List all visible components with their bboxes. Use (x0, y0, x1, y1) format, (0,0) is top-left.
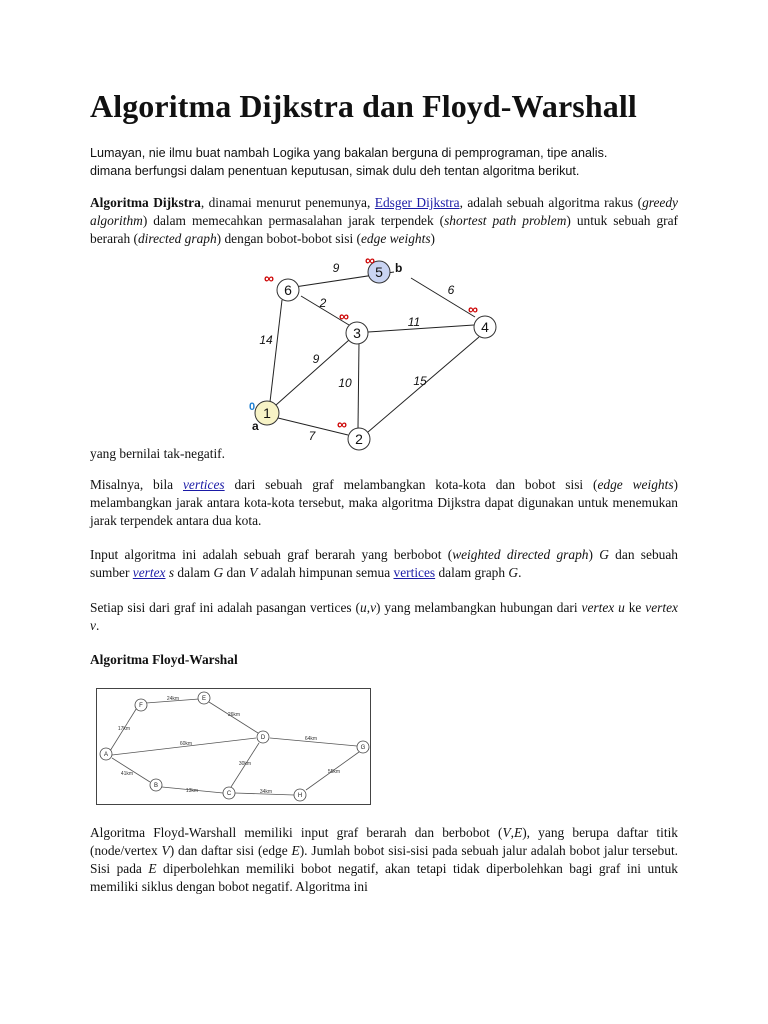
text: , (510, 825, 514, 840)
node-label: A (103, 752, 109, 758)
infinity-label: ∞ (468, 301, 478, 317)
dijkstra-heading: Algoritma Dijkstra (90, 195, 201, 210)
text: vertices (182, 477, 225, 492)
text: V (502, 825, 511, 840)
node-b-label: b (395, 261, 403, 275)
weight-label: 10 (338, 376, 352, 390)
text: dan sebuah sumber (90, 547, 678, 580)
node-label: 3 (353, 325, 361, 341)
weight-label: 2 (319, 296, 327, 310)
weight-label: 7 (308, 429, 316, 443)
weight-label: 13km (185, 788, 199, 794)
misalnya-paragraph (90, 476, 678, 530)
dijkstra-paragraph (90, 194, 678, 248)
vertices-link-2[interactable]: vertices (393, 565, 436, 580)
node-label: F (139, 703, 143, 709)
text: vertex u (581, 600, 625, 615)
text: dari sebuah graf melambangkan kota-kota dan bobot sisi ( (224, 477, 598, 492)
text: Algoritma Floyd-Warshall memiliki input graf berarah dan berbobot ( (90, 825, 503, 840)
vertex-link[interactable] (133, 565, 166, 580)
weight-label: 60km (179, 741, 193, 747)
tail-text: yang bernilai tak-negatif. (90, 446, 225, 461)
weight-label: 30km (238, 761, 252, 767)
weight-label: 64km (304, 736, 318, 742)
weight-label: 11 (407, 315, 421, 329)
weight-label: 15 (413, 374, 427, 388)
edge (358, 342, 359, 428)
weight-label: 9 (332, 261, 340, 275)
node-label: H (297, 793, 303, 799)
text: ), yang berupa daftar titik (node/vertex (90, 825, 678, 858)
text: dalam (174, 565, 214, 580)
zero-label: 0 (248, 401, 256, 413)
text: dan (223, 565, 250, 580)
weight-label: 17km (117, 726, 131, 732)
node-label: 2 (355, 431, 363, 447)
text: s (168, 565, 175, 580)
node-a-label: a (252, 419, 259, 433)
text: greedy algorithm (90, 195, 678, 228)
text: u (360, 600, 367, 615)
edge (276, 340, 349, 405)
text: adalah himpunan semua (257, 565, 394, 580)
node-label: G (360, 745, 366, 751)
weight-label: 24km (166, 696, 180, 702)
floyd-heading: Algoritma Floyd-Warshal (90, 652, 238, 667)
text: ) dengan bobot-bobot sisi ( (216, 231, 361, 246)
weight-label: 9 (312, 352, 320, 366)
node-label: C (226, 791, 232, 797)
text: E (148, 861, 157, 876)
weight-label: 34km (259, 789, 273, 795)
text: Misalnya, bila (90, 477, 183, 492)
text: G (599, 547, 609, 562)
node-label: 6 (284, 282, 292, 298)
text: shortest path problem (444, 213, 567, 228)
weight-label: 6 (447, 283, 455, 297)
floyd-graph (96, 688, 372, 806)
node-label: 4 (481, 319, 489, 335)
infinity-label: ∞ (337, 416, 347, 432)
text: vertex v (90, 600, 678, 633)
weight-label: 14 (259, 333, 273, 347)
text: E (514, 825, 523, 840)
text: edge weights (597, 477, 674, 492)
infinity-label: ∞ (365, 252, 375, 268)
weight-label: 55km (327, 769, 341, 775)
floyd-paragraph (90, 824, 678, 896)
infinity-label: ∞ (264, 270, 274, 286)
node-label: B (153, 783, 159, 789)
text: edge weights (360, 231, 431, 246)
weight-label: 26km (227, 712, 241, 718)
intro-line: Lumayan, nie ilmu buat nambah Logika yang bakalan berguna di pemprograman, tipe analis. (90, 146, 608, 160)
text: dalam graph (435, 565, 509, 580)
text: V (249, 565, 258, 580)
edge (270, 300, 282, 402)
edge (411, 278, 475, 317)
text: vertex (132, 565, 166, 580)
node-label: 5 (375, 264, 383, 280)
text: ) yang melambangkan hubungan dari (376, 600, 582, 615)
setiap-paragraph (90, 599, 678, 635)
text: E (291, 843, 300, 858)
edsger-dijkstra-link[interactable]: Edsger Dijkstra (374, 195, 460, 210)
text: , adalah sebuah algoritma rakus ( (459, 195, 643, 210)
weight-label: 41km (120, 771, 134, 777)
text: Setiap sisi dari graf ini adalah pasangan vertices ( (90, 600, 360, 615)
text: v (370, 600, 377, 615)
text: . (518, 565, 522, 580)
page-title: Algoritma Dijkstra dan Floyd-Warshall (90, 88, 637, 124)
text: directed graph (137, 231, 217, 246)
text: weighted directed graph (452, 547, 589, 562)
text: , dinamai menurut penemunya, (200, 195, 375, 210)
intro-line: dimana berfungsi dalam penentuan keputusan, simak dulu deh tentan algoritma berikut. (90, 164, 580, 178)
text: ) untuk sebuah graf berarah ( (90, 213, 679, 246)
text: ke (624, 600, 646, 615)
text: Input algoritma ini adalah sebuah graf berarah yang berbobot ( (90, 547, 453, 562)
node-label: 1 (263, 405, 271, 421)
text: , (366, 600, 371, 615)
text: V (161, 843, 170, 858)
intro-paragraph (90, 144, 678, 180)
text: G (213, 565, 224, 580)
text: ) (430, 231, 435, 246)
node-label: E (201, 696, 207, 702)
text: ) (588, 547, 600, 562)
dijkstra-graph (248, 252, 518, 452)
infinity-label: ∞ (339, 308, 349, 324)
text: ) dan daftar sisi (edge (169, 843, 292, 858)
text: ) melambangkan jarak antara kota-kota tersebut, maka algoritma Dijkstra dapat digunakan untuk menemukan jarak terpendek antara dua kota. (90, 477, 678, 528)
text: G (508, 565, 519, 580)
edge (368, 325, 474, 332)
node-label: D (260, 735, 266, 741)
text: . (95, 618, 100, 633)
text: ). Jumlah bobot sisi-sisi pada sebuah jalur adalah bobot jalur tersebut. Sisi pada (90, 843, 679, 876)
input-paragraph (90, 546, 678, 582)
text: ) dalam memecahkan permasalahan jarak terpendek ( (142, 213, 445, 228)
vertices-link[interactable] (183, 477, 225, 492)
text: diperbolehkan memiliki bobot negatif, akan tetapi tidak diperbolehkan bagi graf ini untuk memiliki siklus dengan bobot negatif. Algoritma ini (90, 861, 678, 894)
